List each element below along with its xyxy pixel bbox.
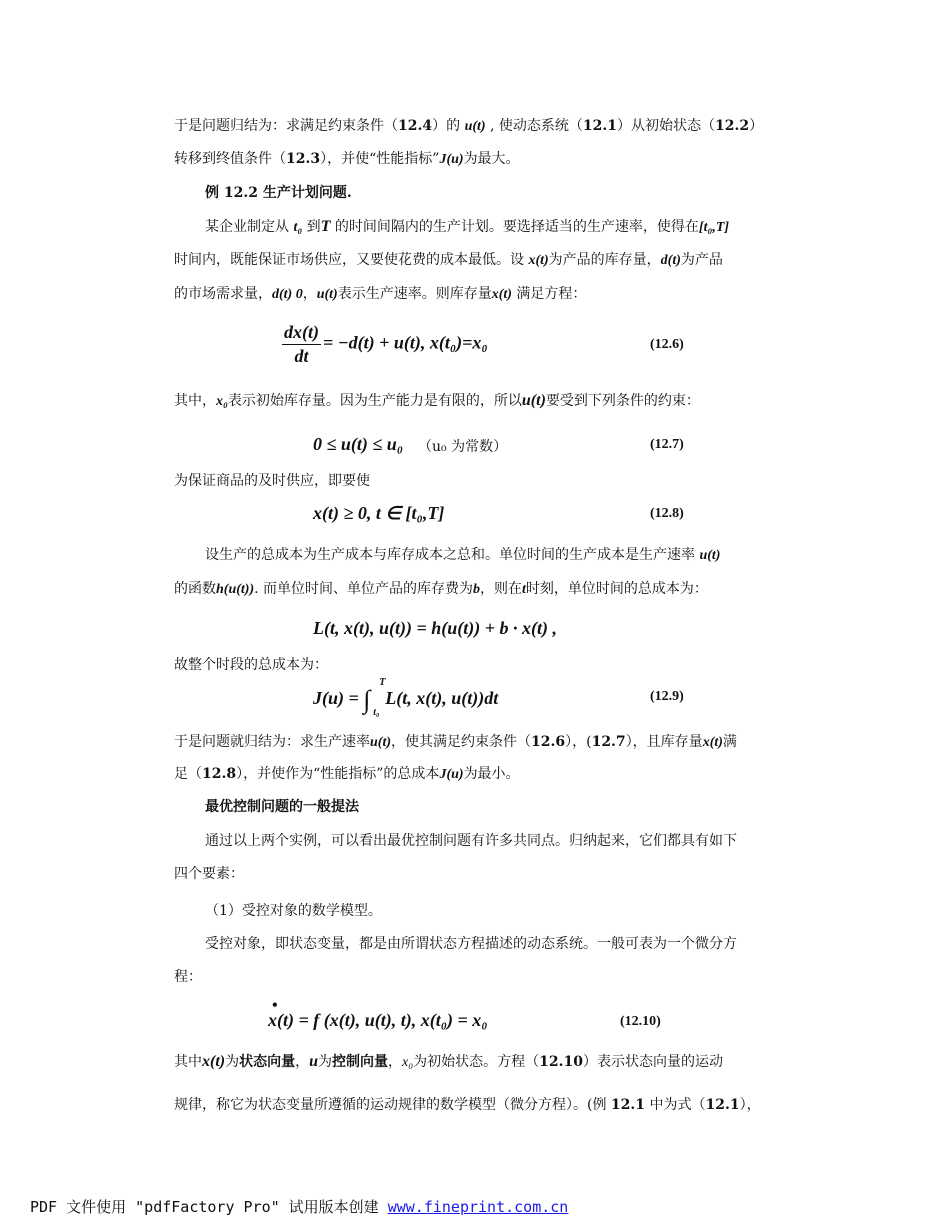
text: ）的 [432,118,465,134]
text: 某企业制定从 [205,219,294,235]
math: d(t) [660,253,681,268]
ref: 12.1 [705,1097,740,1113]
text: 表示生产速率。则库存量 [337,286,492,302]
paragraph-line: 故整个时段的总成本为： [174,657,328,673]
pdf-footer [30,1196,568,1217]
text: 其中， [174,393,216,409]
text: ），并使作为“性能指标”的总成本 [236,766,440,782]
paragraph-line: 为保证商品的及时供应，即要使 [174,473,370,489]
math: [t₀,T] [698,220,730,235]
paragraph-line [174,764,784,785]
text: 要受到下列条件的约束： [545,393,700,409]
text: ），( [565,734,592,750]
text: 为最大。 [463,151,520,167]
text: 的市场需求量， [174,286,272,302]
paragraph-line [174,116,784,137]
math: u(t) [464,119,486,134]
math: x(t) [491,287,512,302]
paragraph-line [205,217,815,238]
math: u(t) [699,548,721,563]
text: ），且库存量 [625,734,703,750]
text: 设生产的总成本为生产成本与库存成本之总和。单位时间的生产成本是生产速率 [205,547,700,563]
paragraph-line [174,1095,784,1115]
equation-note: （u₀ 为常数） [418,439,508,455]
equation-rhs: L(t, x(t), u(t))dt [385,688,499,708]
text: 为 [225,1054,240,1070]
fraction-denominator: dt [294,346,309,366]
fraction-numerator: dx(t) [282,322,321,345]
math: x(t) [702,735,723,750]
equation-number: (12.10) [620,1014,661,1029]
ref: 12.1 [582,118,618,134]
text: ）从初始状态（ [617,118,716,134]
text: ）， [739,1097,761,1113]
math: b [473,582,481,597]
math: d(t) 0 [272,287,303,302]
paragraph-line [174,1052,784,1073]
text: 中为式（ [645,1097,706,1113]
text: 为产品 [680,252,723,268]
equation-cost-rate: L(t, x(t), u(t)) = h(u(t)) + b · x(t) , [313,618,557,638]
equation-12-9 [313,677,499,718]
equation-12-7: 0 ≤ u(t) ≤ u₀ [313,434,404,454]
ref: 12.3 [286,151,321,167]
math: h(u(t)) [216,582,255,597]
paragraph-line [174,391,784,412]
paragraph-line: 通过以上两个实例，可以看出最优控制问题有许多共同点。归纳起来，它们都具有如下 [205,833,737,849]
paragraph-line [174,732,784,753]
derivative-dot: • [271,998,279,1012]
equation-number: (12.6) [650,337,684,352]
example-title: 例 12.2 生产计划问题. [205,185,352,201]
equation-12-8: x(t) ≥ 0, t ∈ [t₀,T] [313,503,445,523]
math: T [320,218,331,235]
text: 规律，称它为状态变量所遵循的运动规律的数学模型（微分方程）。(例 [174,1097,611,1113]
paragraph-line [174,149,784,170]
equation-body: = −d(t) + u(t), x(t₀)=x₀ [323,332,488,353]
paragraph-line: 四个要素： [174,866,244,882]
text: 表示初始库存量。因为生产能力是有限的，所以 [227,393,522,409]
text: ，使其满足约束条件（ [391,734,531,750]
text: ） [749,118,764,134]
term: 状态向量 [239,1054,296,1070]
math: x₀ [402,1055,414,1070]
text: ，则在 [480,581,523,597]
ref: 12.10 [539,1054,583,1070]
equation-12-6 [282,322,488,367]
ref: 12.8 [202,766,237,782]
text: 到 [302,219,321,235]
term: 控制向量 [332,1054,389,1070]
math: x₀ [216,394,228,409]
equation-number: (12.8) [650,506,684,521]
text: , 使动态系统（ [485,118,583,134]
fraction [282,322,321,367]
footer-text: PDF 文件使用 "pdfFactory Pro" 试用版本创建 [30,1198,388,1216]
text: 时刻，单位时间的总成本为： [525,581,708,597]
text: 为初始状态。方程（ [413,1054,540,1070]
integral-lower-limit: t₀ [373,707,380,718]
text: 其中 [174,1054,202,1070]
integral-sign: ∫ T t₀ [363,677,386,718]
ref: 12.1 [610,1097,646,1113]
text: 满 [722,734,737,750]
paragraph-line: 程： [174,969,202,985]
text: ， [388,1054,403,1070]
math: u(t) [370,735,391,750]
paragraph-line [174,284,784,305]
ref: 12.2 [715,118,750,134]
text: . 而单位时间、单位产品的库存费为 [254,581,474,597]
math: t [522,582,526,597]
integral-upper-limit: T [379,677,386,688]
math: u [309,1053,319,1070]
math: u(t) [316,287,338,302]
text: 的时间间隔内的生产计划。要选择适当的生产速率，使得在 [330,219,699,235]
text: ， [295,1054,310,1070]
text: ），并使“性能指标” [320,151,440,167]
equation-lhs: J(u) = [313,688,364,708]
fineprint-link[interactable]: www.fineprint.com.cn [387,1198,569,1216]
paragraph-line [205,545,815,566]
text: 为 [318,1054,333,1070]
paragraph-line [174,250,784,271]
text: ， [302,286,317,302]
text: 时间内，既能保证市场供应，又要使花费的成本最低。设 [174,252,529,268]
text: 为产品的库存量， [548,252,661,268]
section-title: 最优控制问题的一般提法 [205,799,359,815]
math: t₀ [293,220,303,235]
equation-12-10: x(t) = f (x(t), u(t), t), x(t₀) = x₀ [268,1010,488,1030]
equation-number: (12.7) [650,437,684,452]
text: 于是问题就归结为：求生产速率 [174,734,370,750]
paragraph-line [174,579,784,600]
math: J(u) [439,152,464,167]
text: 足（ [174,766,202,782]
paragraph-line: 受控对象，即状态变量，都是由所谓状态方程描述的动态系统。一般可表为一个微分方 [205,936,737,952]
math: x(t) [202,1053,226,1070]
text: 转移到终值条件（ [174,151,286,167]
math: u(t) [521,392,546,409]
ref: 12.4 [398,118,433,134]
math: J(u) [439,767,464,782]
text: 为最小。 [463,766,520,782]
equation-number: (12.9) [650,689,684,704]
ref: 12.6 [531,734,566,750]
text: 的函数 [174,581,216,597]
ref: 12.7 [591,734,626,750]
text: 于是问题归结为：求满足约束条件（ [174,118,398,134]
text: 满足方程： [511,286,587,302]
math: x(t) [528,253,549,268]
text: ）表示状态向量的运动 [582,1054,723,1070]
list-item: （1）受控对象的数学模型。 [205,903,382,919]
